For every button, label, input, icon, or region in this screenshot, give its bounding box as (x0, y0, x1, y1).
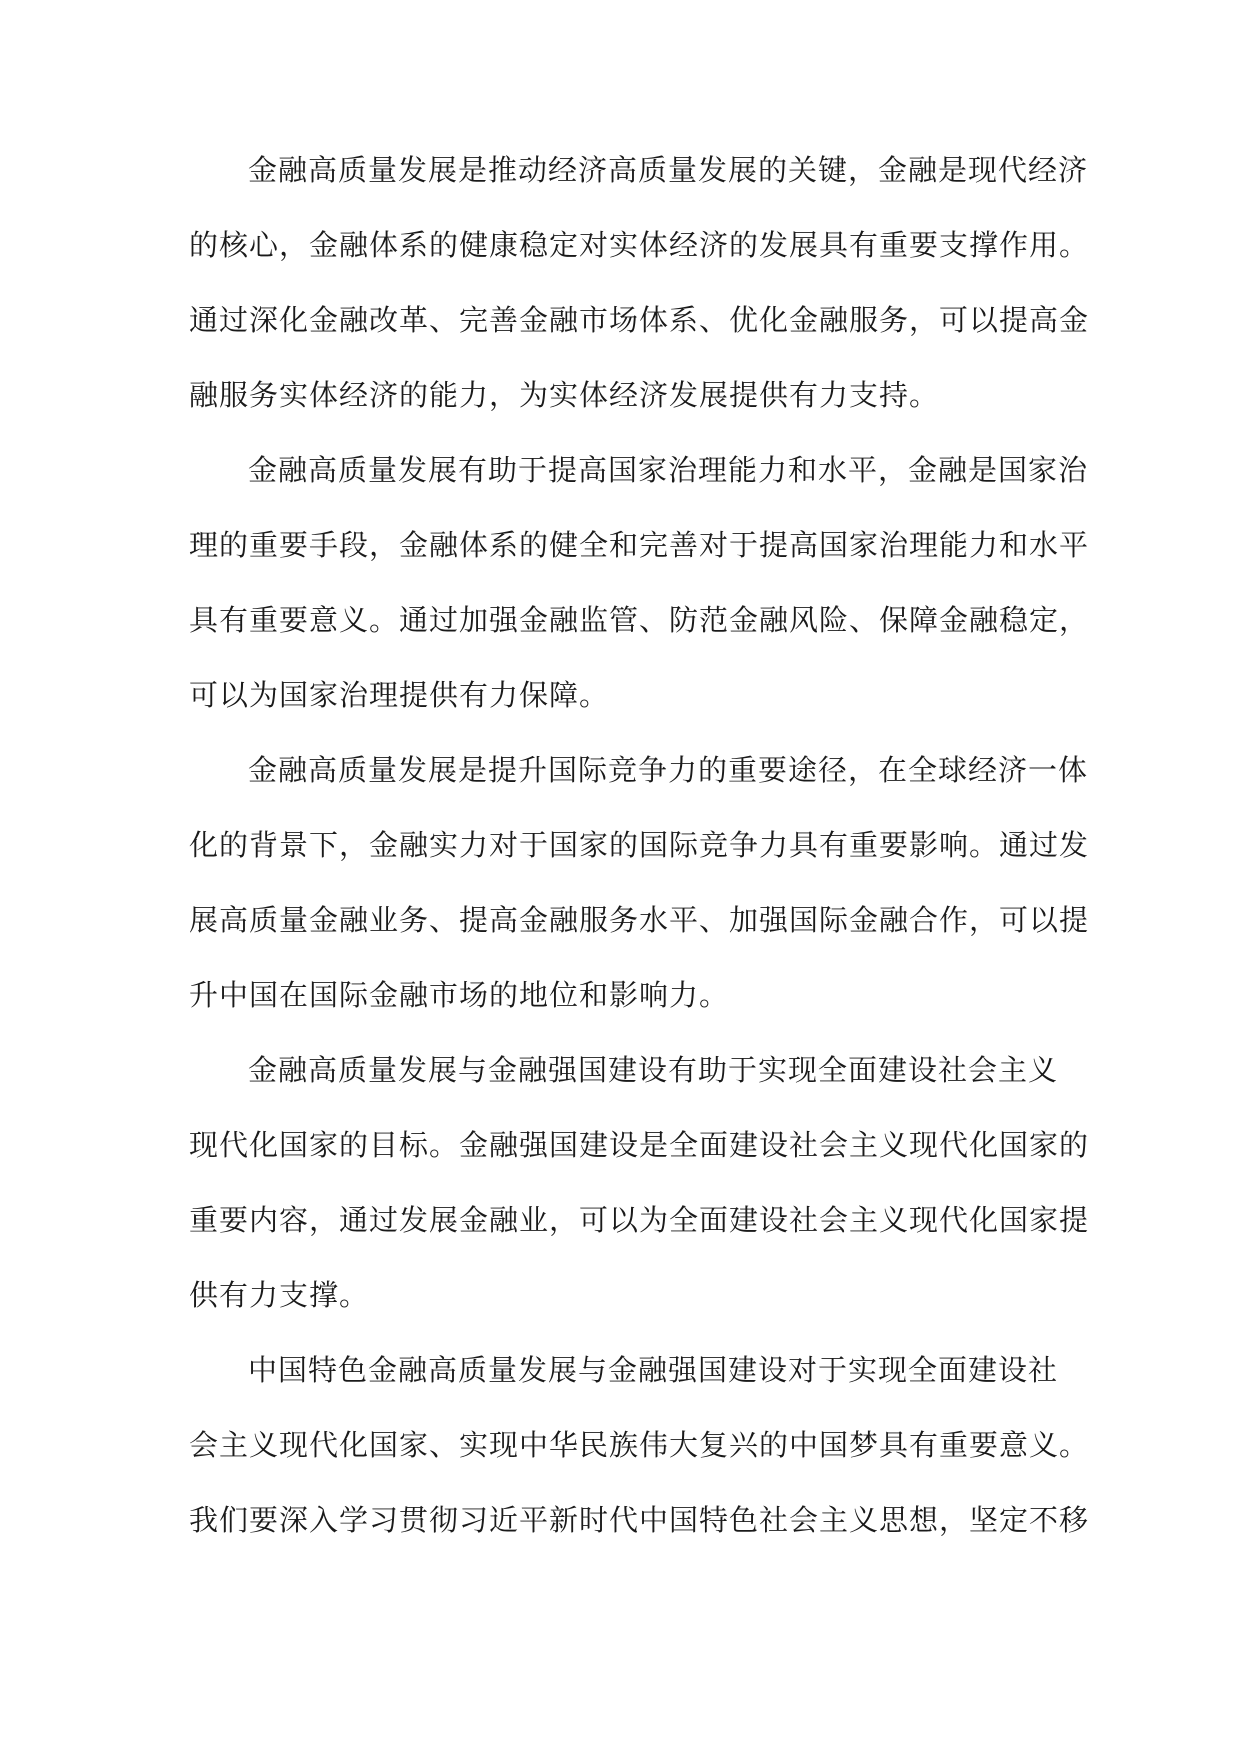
paragraph-1-line-1: 金融高质量发展是推动经济高质量发展的关键，金融是现代经济 (248, 153, 1089, 187)
paragraph-4-line-1: 金融高质量发展与金融强国建设有助于实现全面建设社会主义 (248, 1053, 1059, 1087)
paragraph-5-line-3: 我们要深入学习贯彻习近平新时代中国特色社会主义思想，坚定不移 (189, 1503, 1090, 1537)
paragraph-2-line-2: 理的重要手段，金融体系的健全和完善对于提高国家治理能力和水平 (189, 528, 1090, 562)
paragraph-5-line-1: 中国特色金融高质量发展与金融强国建设对于实现全面建设社 (248, 1353, 1059, 1387)
paragraph-4-line-4: 供有力支撑。 (189, 1278, 370, 1312)
paragraph-5-line-2: 会主义现代化国家、实现中华民族伟大复兴的中国梦具有重要意义。 (189, 1428, 1090, 1462)
paragraph-3-line-1: 金融高质量发展是提升国际竞争力的重要途径，在全球经济一体 (248, 753, 1089, 787)
paragraph-3-line-3: 展高质量金融业务、提高金融服务水平、加强国际金融合作，可以提 (189, 903, 1090, 937)
paragraph-3-line-4: 升中国在国际金融市场的地位和影响力。 (189, 978, 730, 1012)
paragraph-1-line-3: 通过深化金融改革、完善金融市场体系、优化金融服务，可以提高金 (189, 303, 1090, 337)
paragraph-2-line-3: 具有重要意义。通过加强金融监管、防范金融风险、保障金融稳定， (189, 603, 1090, 637)
paragraph-1-line-2: 的核心，金融体系的健康稳定对实体经济的发展具有重要支撑作用。 (189, 228, 1090, 262)
paragraph-2-line-4: 可以为国家治理提供有力保障。 (189, 678, 610, 712)
paragraph-1-line-4: 融服务实体经济的能力，为实体经济发展提供有力支持。 (189, 378, 940, 412)
paragraph-2-line-1: 金融高质量发展有助于提高国家治理能力和水平，金融是国家治 (248, 453, 1089, 487)
paragraph-4-line-3: 重要内容，通过发展金融业，可以为全面建设社会主义现代化国家提 (189, 1203, 1090, 1237)
paragraph-3-line-2: 化的背景下，金融实力对于国家的国际竞争力具有重要影响。通过发 (189, 828, 1090, 862)
paragraph-4-line-2: 现代化国家的目标。金融强国建设是全面建设社会主义现代化国家的 (189, 1128, 1090, 1162)
